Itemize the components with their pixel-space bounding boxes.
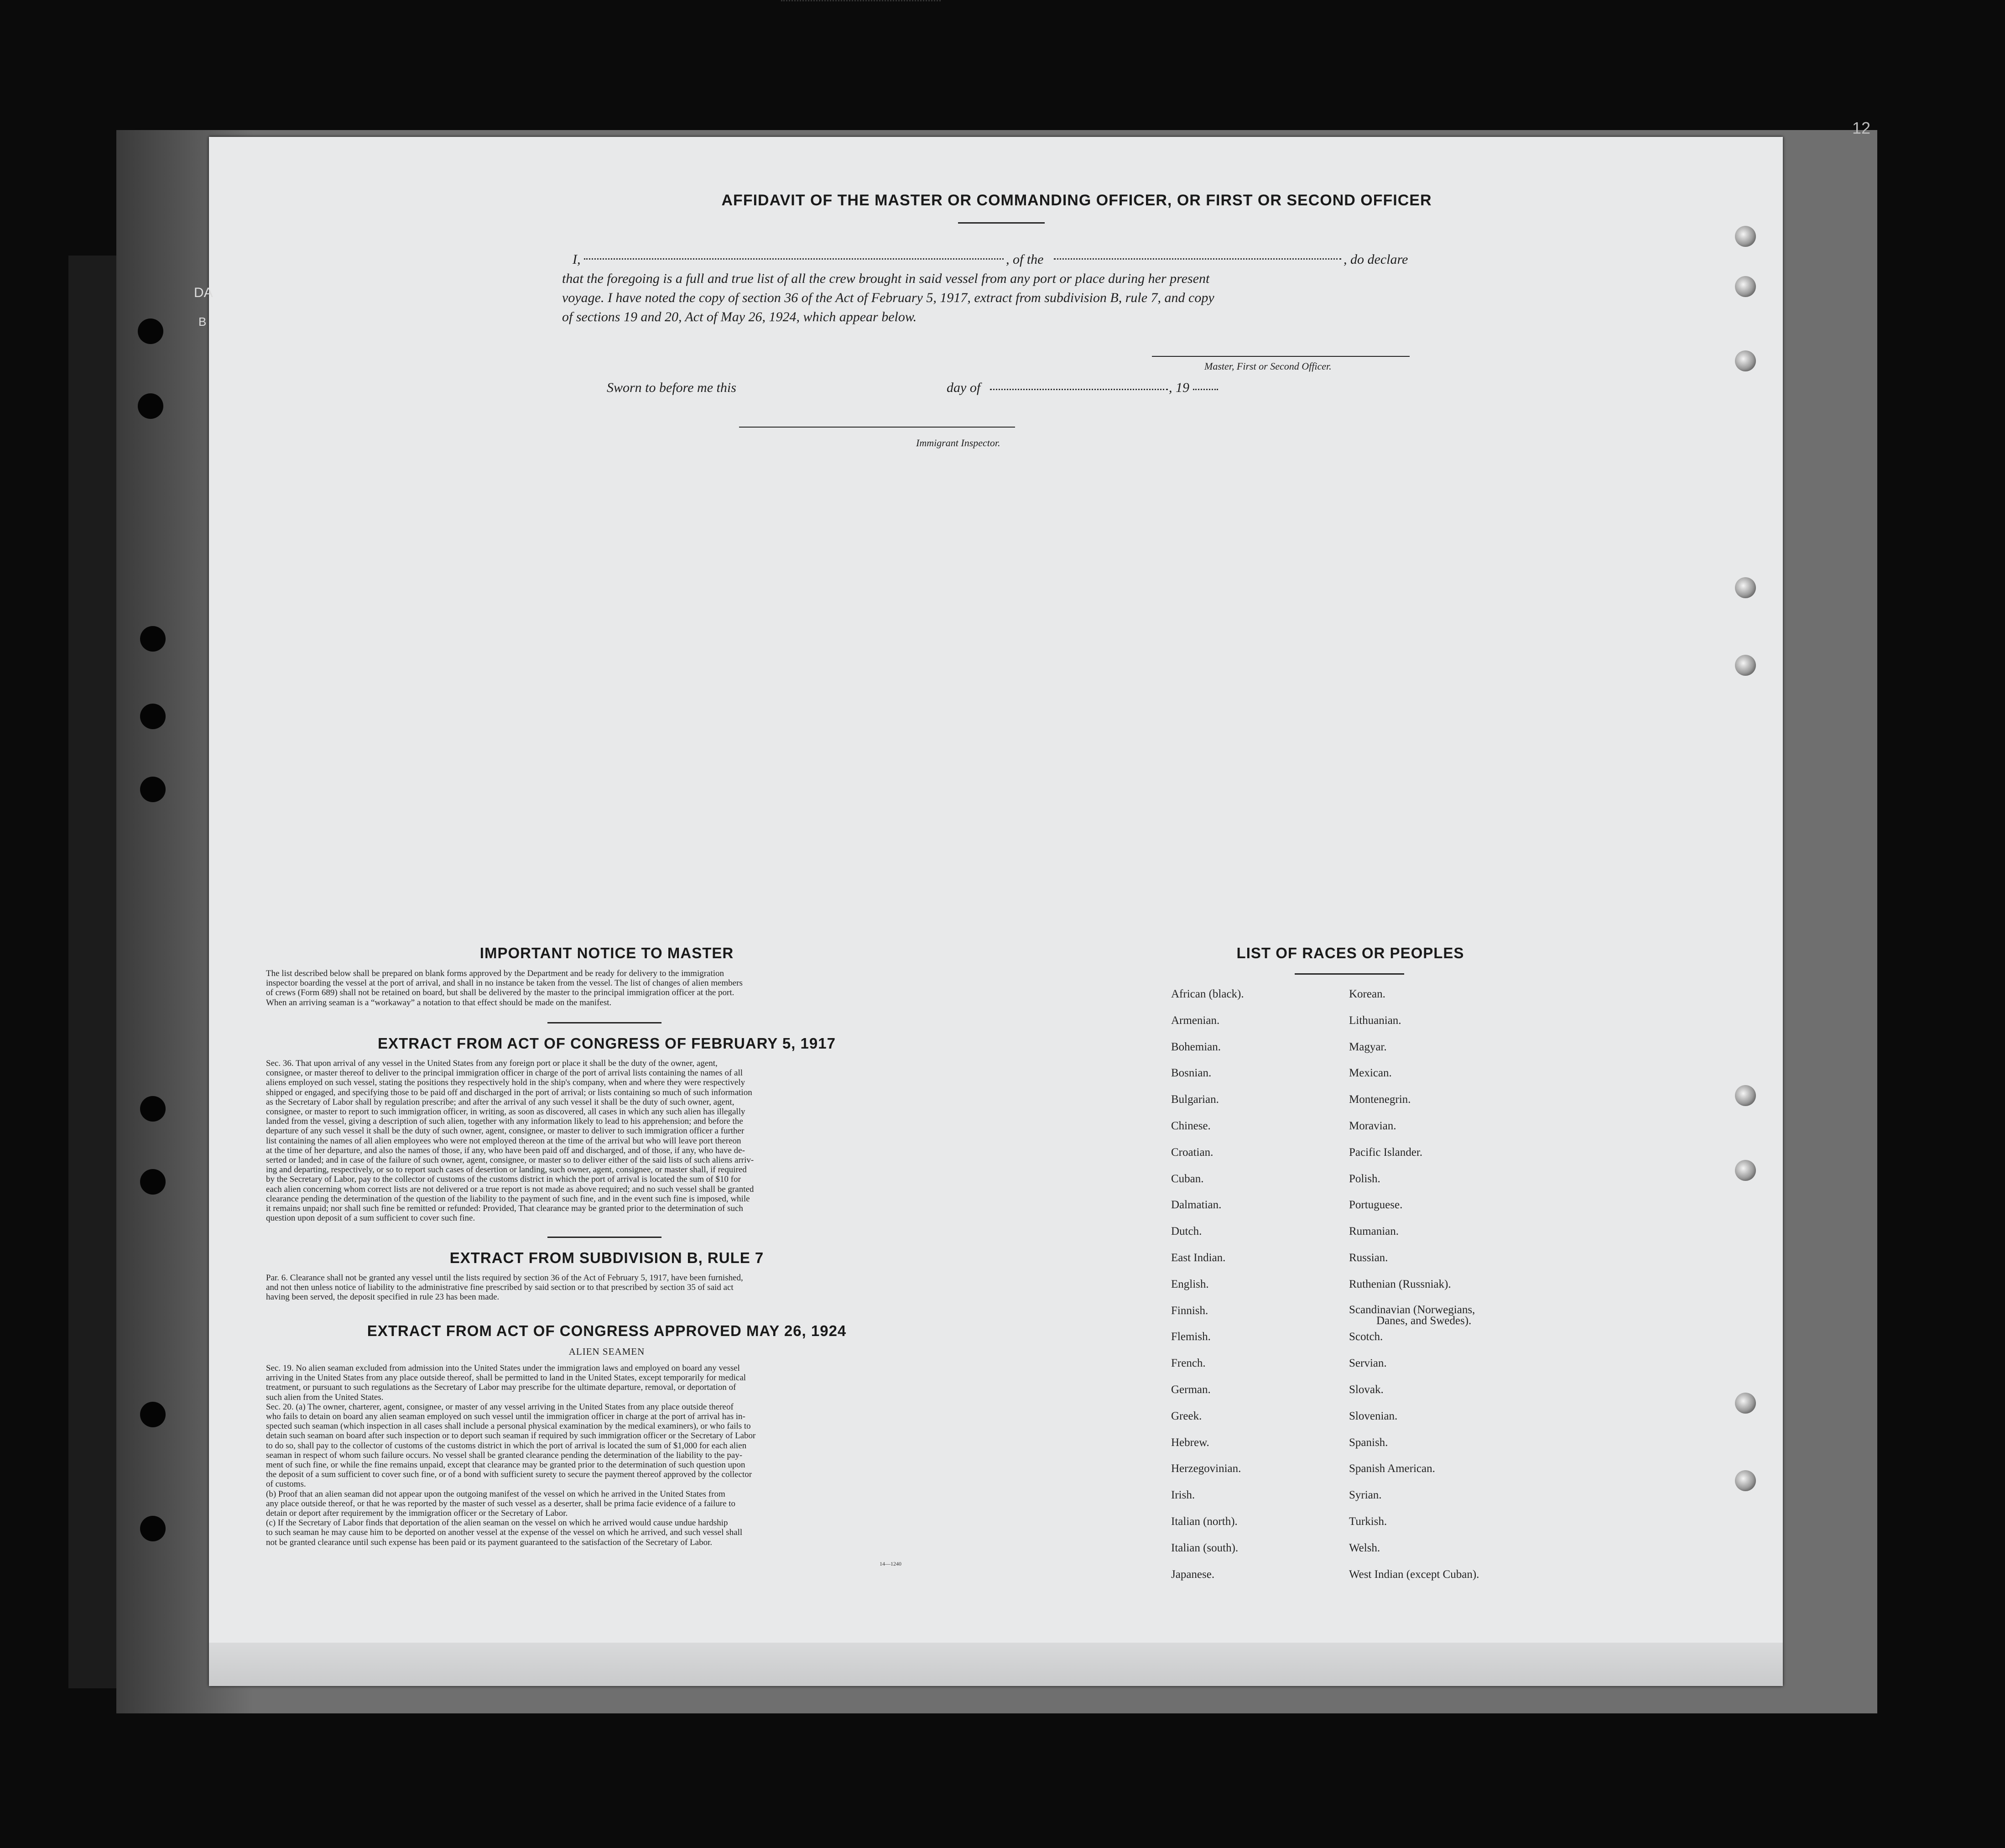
race-item: Moravian. bbox=[1349, 1119, 1396, 1132]
sworn-month-blank bbox=[990, 389, 1168, 390]
extract-1924-title: EXTRACT FROM ACT OF CONGRESS APPROVED MAY 26, 1924 bbox=[367, 1322, 847, 1339]
race-item: Spanish. bbox=[1349, 1436, 1388, 1449]
race-item: Bulgarian. bbox=[1171, 1093, 1219, 1106]
race-item: Ruthenian (Russniak). bbox=[1349, 1278, 1451, 1290]
section-rule bbox=[547, 1022, 661, 1023]
race-item: Italian (south). bbox=[1171, 1541, 1239, 1554]
race-item: Spanish American. bbox=[1349, 1462, 1435, 1475]
extract-rule7-title: EXTRACT FROM SUBDIVISION B, RULE 7 bbox=[449, 1249, 764, 1266]
affidavit-title: AFFIDAVIT OF THE MASTER OR COMMANDING OFFICER, OR FIRST OR SECOND OFFICER bbox=[721, 192, 1432, 209]
race-item: Magyar. bbox=[1349, 1040, 1387, 1053]
race-item: Flemish. bbox=[1171, 1331, 1211, 1343]
race-item: Finnish. bbox=[1171, 1304, 1208, 1317]
race-item: Greek. bbox=[1171, 1409, 1202, 1422]
race-item: Slovenian. bbox=[1349, 1409, 1398, 1422]
notice-title: IMPORTANT NOTICE TO MASTER bbox=[479, 945, 734, 961]
inspector-signature-line bbox=[739, 427, 1015, 428]
day-of-label: day of bbox=[947, 380, 981, 395]
race-item: Croatian. bbox=[1171, 1146, 1213, 1159]
race-item: Bohemian. bbox=[1171, 1040, 1221, 1053]
extract-1924-text: Sec. 19. No alien seaman excluded from admission into the United States under the immigration laws and employed on board any vessel arriving in the United States from any place outside thereof, shall be permitted to land in the United States, except temporarily for medical treatment, or pursuant to such regulations as the Secretary of Labor may prescribe for the ultimate departure, removal, or deportation of such alien from the United States. Sec. 20. (a) The owner, charterer, agent, consignee, or master of any vessel arriving in the United States from any place outside thereof who fails to detain on board any alien seaman employed on such vessel until the immigration officer in charge at the port of arrival has in- spected such seaman (which inspection in all cases shall include a personal physical examination by the medical examiners), or who fails to detain such seaman on board after such inspection or to deport such seaman if required by such immigration officer or the Secretary of Labor to do so, shall pay to the collector of customs of the customs district in which the port of arrival is located the sum of $1,000 for each alien seaman in respect of whom such failure occurs. No vessel shall be granted clearance pending the determination of the liability to the pay- ment of such fine, or while the fine remains unpaid, except that clearance may be granted prior to the determination of such question upon the deposit of a sum sufficient to cover such fine, or of a bond with sufficient surety to secure the payment thereof approved by the collector of customs. (b) Proof that an alien seaman did not appear upon the outgoing manifest of the vessel on which he arrived in the United States from any place outside thereof, or that he was reported by the master of such vessel as a deserter, shall be prima facie evidence of a failure to detain or deport after requirement by the immigration officer or the Secretary of Labor. (c) If the Secretary of Labor finds that deportation of the alien seaman on the vessel on which he arrived would cause undue hardship to such seaman he may cause him to be deported on another vessel at the expense of the vessel on which he arrived, and such vessel shall not be granted clearance until such expense has been paid or its payment guaranteed to the satisfaction of the Secretary of Labor. bbox=[266, 1363, 756, 1547]
race-item: Servian. bbox=[1349, 1357, 1387, 1370]
race-item: French. bbox=[1171, 1357, 1206, 1370]
race-item: Chinese. bbox=[1171, 1119, 1211, 1132]
punch-hole bbox=[140, 1169, 166, 1195]
inspector-caption: Immigrant Inspector. bbox=[916, 437, 1000, 449]
race-item: Herzegovinian. bbox=[1171, 1462, 1241, 1475]
race-item: Pacific Islander. bbox=[1349, 1146, 1423, 1159]
left-margin-mark: B bbox=[198, 315, 207, 329]
race-item: Korean. bbox=[1349, 988, 1385, 1000]
affidavit-line-3: voyage. I have noted the copy of section 36 of the Act of February 5, 1917, extract from subdivision B, rule 7, and copy bbox=[562, 290, 1214, 305]
sworn-day-blank bbox=[781, 0, 941, 1]
vessel-blank bbox=[1054, 258, 1341, 260]
races-title: LIST OF RACES OR PEOPLES bbox=[1236, 945, 1464, 961]
affidavit-of-the-label: , of the bbox=[1006, 252, 1044, 267]
race-item: Italian (north). bbox=[1171, 1515, 1238, 1528]
affidavit-declare-label: , do declare bbox=[1344, 252, 1408, 267]
race-item: Irish. bbox=[1171, 1489, 1195, 1502]
master-caption: Master, First or Second Officer. bbox=[1204, 360, 1332, 372]
race-item: East Indian. bbox=[1171, 1251, 1226, 1264]
affidavit-i-label: I, bbox=[573, 252, 581, 267]
race-item: Russian. bbox=[1349, 1251, 1388, 1264]
affidavit-line-4: of sections 19 and 20, Act of May 26, 1924, which appear below. bbox=[562, 309, 917, 324]
race-item: Turkish. bbox=[1349, 1515, 1387, 1528]
race-item: Syrian. bbox=[1349, 1489, 1382, 1502]
race-item: Dalmatian. bbox=[1171, 1199, 1222, 1211]
race-item: Mexican. bbox=[1349, 1067, 1392, 1080]
binder-ring-hole bbox=[1735, 350, 1756, 371]
race-item: Dutch. bbox=[1171, 1225, 1202, 1238]
race-item: Bosnian. bbox=[1171, 1067, 1212, 1080]
race-item: Montenegrin. bbox=[1349, 1093, 1411, 1106]
punch-hole bbox=[140, 704, 166, 729]
race-item: German. bbox=[1171, 1383, 1211, 1396]
binder-ring-hole bbox=[1735, 1470, 1756, 1491]
section-rule bbox=[547, 1237, 661, 1238]
race-item: Hebrew. bbox=[1171, 1436, 1209, 1449]
sworn-label: Sworn to before me this bbox=[607, 380, 736, 395]
sworn-year-blank bbox=[1193, 389, 1218, 390]
punch-hole bbox=[140, 777, 166, 802]
page-bottom-edge bbox=[209, 1643, 1783, 1686]
punch-hole bbox=[138, 393, 163, 419]
binder-ring-hole bbox=[1735, 1393, 1756, 1414]
punch-hole bbox=[140, 626, 166, 652]
race-item: Rumanian. bbox=[1349, 1225, 1399, 1238]
title-rule bbox=[958, 222, 1045, 224]
extract-rule7-text: Par. 6. Clearance shall not be granted any vessel until the lists required by section 36 of the Act of February 5, 1917, have been furnished, and not then unless notice of liability to the administrative fine prescribed by said section or to that prescribed by section 35 of said act having been served, the deposit specified in rule 23 has been made. bbox=[266, 1273, 743, 1302]
binder-ring-hole bbox=[1735, 1160, 1756, 1181]
race-item: Polish. bbox=[1349, 1172, 1380, 1185]
race-item: English. bbox=[1171, 1278, 1209, 1290]
form-number: 14—1240 bbox=[880, 1561, 901, 1567]
races-left-column bbox=[1171, 988, 1244, 1594]
extract-1917-text: Sec. 36. That upon arrival of any vessel in the United States from any foreign port or place it shall be the duty of the owner, agent, consignee, or master thereof to deliver to the principal immigration officer in charge of the port of arrival lists containing the names of all aliens employed on such vessel, stating the positions they respectively hold in the ship's company, when and where they were respectively shipped or engaged, and specifying those to be paid off and discharged in the port of arrival; or lists containing so much of such information as the Secretary of Labor shall by regulation prescribe; and after the arrival of any such vessel it shall be the duty of such owner, agent, consignee, or master to report to such immigration officer, in writing, as soon as discovered, all cases in which any such alien has illegally landed from the vessel, giving a description of such alien, together with any information likely to lead to his apprehension; and before the departure of any such vessel it shall be the duty of such owner, agent, consignee, or master to deliver to such immigration officer a further list containing the names of all alien employees who were not employed thereon at the time of the arrival but who will leave port thereon at the time of her departure, and also the names of those, if any, who have been paid off and discharged, and of those, if any, who have de- serted or landed; and in case of the failure of such owner, agent, consignee, or master so to deliver either of the said lists of such aliens arriv- ing and departing, respectively, or so to report such cases of desertion or landing, such owner, agent, consignee, or master shall, if required by the Secretary of Labor, pay to the collector of customs of the customs district in which the port of arrival is located the sum of $10 for each alien concerning whom correct lists are not delivered or a true report is not made as above required; and no such vessel shall be granted clearance pending the determination of the question of the liability to the payment of such fine, and in the event such fine is imposed, while it remains unpaid; nor shall such fine be remitted or refunded: Provided, That clearance may be granted prior to the determination of such question upon deposit of a sum sufficient to cover such fine. bbox=[266, 1059, 754, 1223]
extract-1917-title: EXTRACT FROM ACT OF CONGRESS OF FEBRUARY 5, 1917 bbox=[378, 1035, 836, 1052]
name-blank bbox=[584, 258, 1004, 260]
punch-hole bbox=[140, 1096, 166, 1122]
race-item: African (black). bbox=[1171, 988, 1244, 1000]
race-item: Scandinavian (Norwegians, Danes, and Swedes). bbox=[1349, 1303, 1475, 1327]
binder-ring-hole bbox=[1735, 1085, 1756, 1106]
races-right-column bbox=[1349, 988, 1479, 1594]
race-item: Lithuanian. bbox=[1349, 1014, 1401, 1027]
race-item: Cuban. bbox=[1171, 1172, 1204, 1185]
race-item: Armenian. bbox=[1171, 1014, 1220, 1027]
race-item: Japanese. bbox=[1171, 1568, 1215, 1581]
race-item: Welsh. bbox=[1349, 1541, 1380, 1554]
alien-seamen-subtitle: ALIEN SEAMEN bbox=[568, 1346, 645, 1357]
binder-ring-hole bbox=[1735, 577, 1756, 598]
race-item: Scotch. bbox=[1349, 1331, 1383, 1343]
year-label: , 19 bbox=[1169, 380, 1189, 395]
affidavit-line-2: that the foregoing is a full and true list of all the crew brought in said vessel from any port or place during her present bbox=[562, 271, 1210, 286]
punch-hole bbox=[140, 1516, 166, 1541]
notice-text: The list described below shall be prepared on blank forms approved by the Department and be ready for delivery to the immigration inspector boarding the vessel at the port of arrival, and shall in no instance be taken from the vessel. The list of changes of alien members of crews (Form 689) shall not be retained on board, but shall be delivered by the master to the principal immigration officer at the port. When an arriving seaman is a “workaway” a notation to that effect should be made on the manifest. bbox=[266, 969, 743, 1008]
punch-hole bbox=[138, 318, 163, 344]
races-rule bbox=[1295, 973, 1404, 975]
punch-hole bbox=[140, 1402, 166, 1427]
binder-ring-hole bbox=[1735, 276, 1756, 297]
left-margin-mark: DA bbox=[194, 285, 213, 300]
race-item: West Indian (except Cuban). bbox=[1349, 1568, 1479, 1581]
binder-ring-hole bbox=[1735, 655, 1756, 676]
binder-ring-hole bbox=[1735, 226, 1756, 247]
race-item: Slovak. bbox=[1349, 1383, 1384, 1396]
corner-mark: 12 bbox=[1852, 119, 1871, 137]
race-item: Portuguese. bbox=[1349, 1199, 1403, 1211]
master-signature-line bbox=[1152, 356, 1410, 357]
